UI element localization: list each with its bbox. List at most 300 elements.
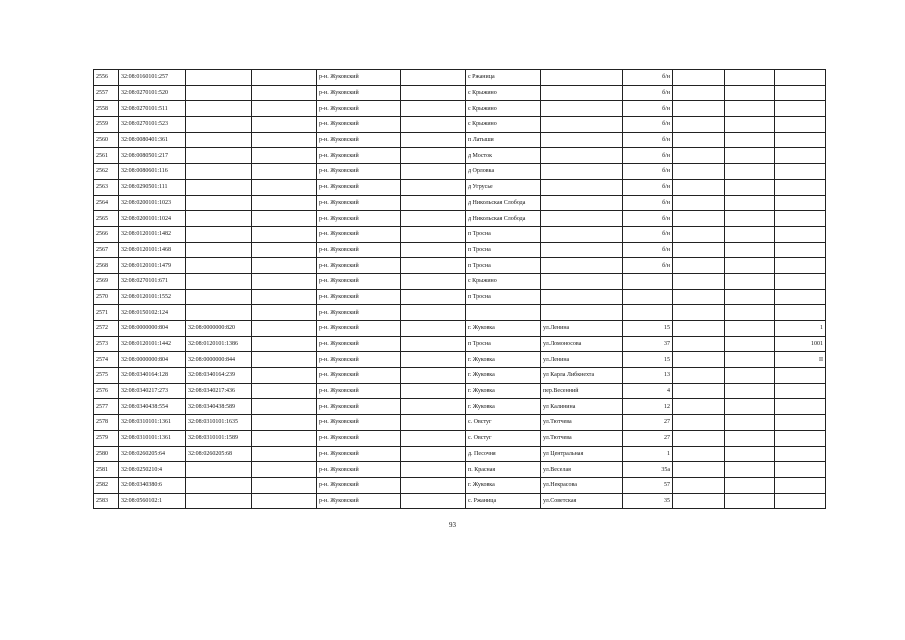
cell-settlement [401, 399, 466, 415]
cell-settlement [401, 415, 466, 431]
cell-prev-cadastral [186, 117, 252, 133]
table-row [94, 164, 826, 180]
cell-settlement [401, 195, 466, 211]
cell-extra [775, 211, 826, 227]
cell-house: 1 [623, 446, 673, 462]
cell-district: р-н. Жуковский [317, 164, 401, 180]
cell-locality: д. Песочня [466, 446, 541, 462]
cell-locality: п. Красная [466, 462, 541, 478]
cell-district: р-н. Жуковский [317, 383, 401, 399]
cell-locality: с Крыжино [466, 101, 541, 117]
cell-prev-cadastral: 32:08:0340217:436 [186, 383, 252, 399]
cell-building [673, 70, 725, 86]
cell-region [252, 242, 317, 258]
cell-prev-cadastral [186, 132, 252, 148]
cell-cadastral: 32:08:0000000:804 [119, 321, 186, 337]
table-row [94, 211, 826, 227]
cell-region [252, 352, 317, 368]
cell-locality: с Крыжино [466, 117, 541, 133]
registry-body [94, 70, 826, 509]
cell-flat [725, 462, 775, 478]
cell-street [541, 132, 623, 148]
cell-prev-cadastral [186, 477, 252, 493]
cell-prev-cadastral: 32:08:0260205:68 [186, 446, 252, 462]
cell-locality: д Орловка [466, 164, 541, 180]
cell-street [541, 242, 623, 258]
cell-district: р-н. Жуковский [317, 305, 401, 321]
cell-street [541, 258, 623, 274]
cell-district: р-н. Жуковский [317, 477, 401, 493]
cell-prev-cadastral [186, 289, 252, 305]
cell-district: р-н. Жуковский [317, 179, 401, 195]
cell-region [252, 383, 317, 399]
cell-settlement [401, 179, 466, 195]
cell-street [541, 289, 623, 305]
cell-flat [725, 446, 775, 462]
cell-cadastral: 32:08:0310101:1361 [119, 430, 186, 446]
cell-flat [725, 211, 775, 227]
table-row [94, 493, 826, 509]
cell-settlement [401, 336, 466, 352]
cell-region [252, 132, 317, 148]
cell-house: б/н [623, 148, 673, 164]
cell-district: р-н. Жуковский [317, 289, 401, 305]
cell-num: 2579 [94, 430, 119, 446]
cell-building [673, 148, 725, 164]
cell-cadastral: 32:08:0310101:1361 [119, 415, 186, 431]
cell-settlement [401, 211, 466, 227]
cell-house: б/н [623, 117, 673, 133]
cell-locality: п Тросна [466, 336, 541, 352]
cell-flat [725, 321, 775, 337]
cell-region [252, 164, 317, 180]
cell-num: 2562 [94, 164, 119, 180]
cell-num: 2569 [94, 273, 119, 289]
cell-district: р-н. Жуковский [317, 70, 401, 86]
cell-prev-cadastral [186, 211, 252, 227]
cell-prev-cadastral: 32:08:0000000:820 [186, 321, 252, 337]
cell-cadastral: 32:08:0250210:4 [119, 462, 186, 478]
cell-district: р-н. Жуковский [317, 148, 401, 164]
table-row [94, 399, 826, 415]
cell-street [541, 226, 623, 242]
cell-flat [725, 352, 775, 368]
cell-extra [775, 195, 826, 211]
cell-flat [725, 195, 775, 211]
cell-district: р-н. Жуковский [317, 368, 401, 384]
cell-extra [775, 462, 826, 478]
cell-street [541, 211, 623, 227]
cell-extra [775, 226, 826, 242]
cell-num: 2570 [94, 289, 119, 305]
cell-extra [775, 85, 826, 101]
cell-district: р-н. Жуковский [317, 321, 401, 337]
cell-house: б/н [623, 101, 673, 117]
cell-building [673, 117, 725, 133]
cell-district: р-н. Жуковский [317, 399, 401, 415]
cell-region [252, 85, 317, 101]
table-row [94, 352, 826, 368]
cell-prev-cadastral [186, 242, 252, 258]
cell-settlement [401, 368, 466, 384]
cell-street [541, 305, 623, 321]
cell-street: ул.Ленина [541, 321, 623, 337]
cell-settlement [401, 258, 466, 274]
cell-building [673, 352, 725, 368]
cell-building [673, 273, 725, 289]
cell-locality: с. Овстуг [466, 430, 541, 446]
cell-settlement [401, 305, 466, 321]
cell-num: 2561 [94, 148, 119, 164]
cell-street: ул Центральная [541, 446, 623, 462]
cell-num: 2582 [94, 477, 119, 493]
cell-locality: г. Жуковка [466, 321, 541, 337]
cell-num: 2559 [94, 117, 119, 133]
cell-region [252, 179, 317, 195]
cell-building [673, 368, 725, 384]
cell-street: пер.Весенний [541, 383, 623, 399]
table-row [94, 195, 826, 211]
cell-prev-cadastral [186, 258, 252, 274]
cell-house: б/н [623, 211, 673, 227]
table-row [94, 226, 826, 242]
cell-building [673, 321, 725, 337]
cell-num: 2560 [94, 132, 119, 148]
cell-building [673, 430, 725, 446]
cell-street: ул.Ломоносова [541, 336, 623, 352]
cell-building [673, 289, 725, 305]
cell-district: р-н. Жуковский [317, 242, 401, 258]
cell-extra [775, 117, 826, 133]
cell-street: ул.Советская [541, 493, 623, 509]
cell-extra [775, 415, 826, 431]
cell-region [252, 493, 317, 509]
cell-district: р-н. Жуковский [317, 430, 401, 446]
cell-house: 57 [623, 477, 673, 493]
cell-settlement [401, 462, 466, 478]
cell-settlement [401, 132, 466, 148]
cell-house: б/н [623, 70, 673, 86]
cell-settlement [401, 226, 466, 242]
cell-num: 2572 [94, 321, 119, 337]
cell-flat [725, 258, 775, 274]
cell-district: р-н. Жуковский [317, 258, 401, 274]
cell-settlement [401, 85, 466, 101]
cell-house: 15 [623, 321, 673, 337]
table-row [94, 477, 826, 493]
cell-building [673, 132, 725, 148]
cell-region [252, 101, 317, 117]
property-registry-table [93, 69, 826, 509]
table-row [94, 321, 826, 337]
cell-house: б/н [623, 164, 673, 180]
cell-building [673, 195, 725, 211]
cell-street [541, 273, 623, 289]
cell-extra [775, 132, 826, 148]
cell-region [252, 477, 317, 493]
cell-prev-cadastral [186, 148, 252, 164]
cell-locality: г. Жуковка [466, 352, 541, 368]
cell-num: 2573 [94, 336, 119, 352]
cell-num: 2578 [94, 415, 119, 431]
cell-house: 27 [623, 430, 673, 446]
cell-settlement [401, 242, 466, 258]
cell-region [252, 258, 317, 274]
cell-cadastral: 32:08:0270101:671 [119, 273, 186, 289]
cell-district: р-н. Жуковский [317, 462, 401, 478]
cell-cadastral: 32:08:0270101:520 [119, 85, 186, 101]
table-row [94, 446, 826, 462]
cell-region [252, 430, 317, 446]
cell-extra [775, 446, 826, 462]
table-row [94, 179, 826, 195]
cell-num: 2567 [94, 242, 119, 258]
cell-extra [775, 383, 826, 399]
cell-district: р-н. Жуковский [317, 85, 401, 101]
cell-extra [775, 273, 826, 289]
cell-cadastral: 32:08:0290501:111 [119, 179, 186, 195]
table-row [94, 430, 826, 446]
cell-extra [775, 258, 826, 274]
cell-flat [725, 70, 775, 86]
cell-locality: г. Жуковка [466, 383, 541, 399]
cell-extra: 1001 [775, 336, 826, 352]
cell-street [541, 195, 623, 211]
cell-building [673, 446, 725, 462]
cell-flat [725, 383, 775, 399]
cell-flat [725, 132, 775, 148]
cell-street [541, 164, 623, 180]
cell-street [541, 85, 623, 101]
cell-house: б/н [623, 258, 673, 274]
cell-extra [775, 493, 826, 509]
cell-extra [775, 477, 826, 493]
cell-flat [725, 85, 775, 101]
cell-region [252, 305, 317, 321]
cell-building [673, 493, 725, 509]
cell-prev-cadastral [186, 85, 252, 101]
cell-house: б/н [623, 195, 673, 211]
cell-street: ул.Ленина [541, 352, 623, 368]
cell-house: 35а [623, 462, 673, 478]
cell-district: р-н. Жуковский [317, 101, 401, 117]
cell-locality: с Крыжино [466, 85, 541, 101]
cell-building [673, 258, 725, 274]
cell-street [541, 117, 623, 133]
cell-num: 2564 [94, 195, 119, 211]
cell-building [673, 383, 725, 399]
cell-prev-cadastral [186, 273, 252, 289]
cell-cadastral: 32:08:0200101:1023 [119, 195, 186, 211]
cell-settlement [401, 352, 466, 368]
cell-district: р-н. Жуковский [317, 211, 401, 227]
cell-cadastral: 32:08:0340164:128 [119, 368, 186, 384]
cell-region [252, 289, 317, 305]
cell-locality: г. Жуковка [466, 368, 541, 384]
cell-settlement [401, 117, 466, 133]
cell-locality: п Тросна [466, 289, 541, 305]
cell-region [252, 415, 317, 431]
cell-house: 35 [623, 493, 673, 509]
cell-locality: п Тросна [466, 258, 541, 274]
cell-building [673, 242, 725, 258]
cell-locality: п Тросна [466, 226, 541, 242]
cell-building [673, 415, 725, 431]
cell-flat [725, 289, 775, 305]
cell-flat [725, 242, 775, 258]
cell-num: 2556 [94, 70, 119, 86]
cell-house: 4 [623, 383, 673, 399]
cell-street: ул Калинина [541, 399, 623, 415]
cell-cadastral: 32:08:0260205:64 [119, 446, 186, 462]
table-row [94, 85, 826, 101]
cell-flat [725, 164, 775, 180]
cell-building [673, 336, 725, 352]
cell-locality: д Никольская Слобода [466, 195, 541, 211]
cell-settlement [401, 430, 466, 446]
cell-region [252, 195, 317, 211]
cell-house: б/н [623, 132, 673, 148]
cell-prev-cadastral [186, 305, 252, 321]
cell-building [673, 226, 725, 242]
cell-num: 2563 [94, 179, 119, 195]
cell-building [673, 85, 725, 101]
cell-house: 37 [623, 336, 673, 352]
cell-flat [725, 101, 775, 117]
cell-num: 2577 [94, 399, 119, 415]
cell-prev-cadastral [186, 179, 252, 195]
cell-flat [725, 273, 775, 289]
cell-house [623, 289, 673, 305]
cell-district: р-н. Жуковский [317, 415, 401, 431]
cell-flat [725, 415, 775, 431]
cell-street: ул Карла Либкнехта [541, 368, 623, 384]
cell-house: 12 [623, 399, 673, 415]
cell-flat [725, 493, 775, 509]
cell-locality: г. Жуковка [466, 477, 541, 493]
cell-cadastral: 32:08:0120101:1468 [119, 242, 186, 258]
cell-prev-cadastral: 32:08:0310101:1635 [186, 415, 252, 431]
cell-flat [725, 179, 775, 195]
cell-house: б/н [623, 179, 673, 195]
cell-prev-cadastral [186, 226, 252, 242]
cell-prev-cadastral [186, 462, 252, 478]
cell-locality: п Латыши [466, 132, 541, 148]
cell-extra [775, 70, 826, 86]
cell-region [252, 273, 317, 289]
table-row [94, 415, 826, 431]
cell-cadastral: 32:08:0200101:1024 [119, 211, 186, 227]
cell-locality: п Тросна [466, 242, 541, 258]
page-number: 93 [449, 521, 456, 529]
cell-house: б/н [623, 85, 673, 101]
cell-cadastral: 32:08:0120101:1482 [119, 226, 186, 242]
cell-district: р-н. Жуковский [317, 195, 401, 211]
cell-street [541, 101, 623, 117]
cell-extra [775, 430, 826, 446]
cell-locality: с Ржаница [466, 70, 541, 86]
cell-prev-cadastral: 32:08:0310101:1589 [186, 430, 252, 446]
cell-cadastral: 32:08:0560102:1 [119, 493, 186, 509]
cell-locality: д Мосток [466, 148, 541, 164]
cell-street [541, 148, 623, 164]
cell-region [252, 462, 317, 478]
cell-cadastral: 32:08:0120101:1479 [119, 258, 186, 274]
cell-prev-cadastral: 32:08:0340164:239 [186, 368, 252, 384]
cell-district: р-н. Жуковский [317, 336, 401, 352]
cell-extra [775, 148, 826, 164]
cell-settlement [401, 493, 466, 509]
cell-extra [775, 399, 826, 415]
cell-settlement [401, 477, 466, 493]
cell-num: 2566 [94, 226, 119, 242]
cell-prev-cadastral [186, 164, 252, 180]
table-row [94, 383, 826, 399]
table-row [94, 305, 826, 321]
cell-flat [725, 226, 775, 242]
cell-region [252, 148, 317, 164]
cell-num: 2575 [94, 368, 119, 384]
cell-prev-cadastral [186, 493, 252, 509]
cell-flat [725, 368, 775, 384]
cell-num: 2574 [94, 352, 119, 368]
cell-settlement [401, 321, 466, 337]
cell-building [673, 399, 725, 415]
cell-extra [775, 368, 826, 384]
cell-house: б/н [623, 226, 673, 242]
cell-prev-cadastral [186, 70, 252, 86]
cell-num: 2558 [94, 101, 119, 117]
cell-building [673, 164, 725, 180]
table-row [94, 132, 826, 148]
cell-flat [725, 117, 775, 133]
cell-street: ул.Тютчева [541, 430, 623, 446]
table-row [94, 148, 826, 164]
cell-cadastral: 32:08:0080601:116 [119, 164, 186, 180]
cell-cadastral: 32:08:0150102:124 [119, 305, 186, 321]
cell-building [673, 305, 725, 321]
cell-prev-cadastral: 32:08:0120101:1386 [186, 336, 252, 352]
cell-region [252, 336, 317, 352]
cell-cadastral: 32:08:0120101:1552 [119, 289, 186, 305]
cell-settlement [401, 101, 466, 117]
cell-locality: д Угрусье [466, 179, 541, 195]
cell-cadastral: 32:08:0080501:217 [119, 148, 186, 164]
cell-region [252, 117, 317, 133]
cell-district: р-н. Жуковский [317, 273, 401, 289]
cell-district: р-н. Жуковский [317, 132, 401, 148]
cell-num: 2565 [94, 211, 119, 227]
cell-cadastral: 32:08:0080401:361 [119, 132, 186, 148]
cell-locality: с. Ржаница [466, 493, 541, 509]
cell-building [673, 477, 725, 493]
cell-num: 2583 [94, 493, 119, 509]
cell-extra [775, 305, 826, 321]
table-row [94, 289, 826, 305]
cell-settlement [401, 289, 466, 305]
cell-street [541, 179, 623, 195]
cell-district: р-н. Жуковский [317, 226, 401, 242]
cell-num: 2576 [94, 383, 119, 399]
cell-num: 2580 [94, 446, 119, 462]
cell-settlement [401, 70, 466, 86]
cell-settlement [401, 164, 466, 180]
cell-house: 15 [623, 352, 673, 368]
cell-region [252, 321, 317, 337]
table-row [94, 258, 826, 274]
cell-region [252, 368, 317, 384]
cell-prev-cadastral [186, 101, 252, 117]
